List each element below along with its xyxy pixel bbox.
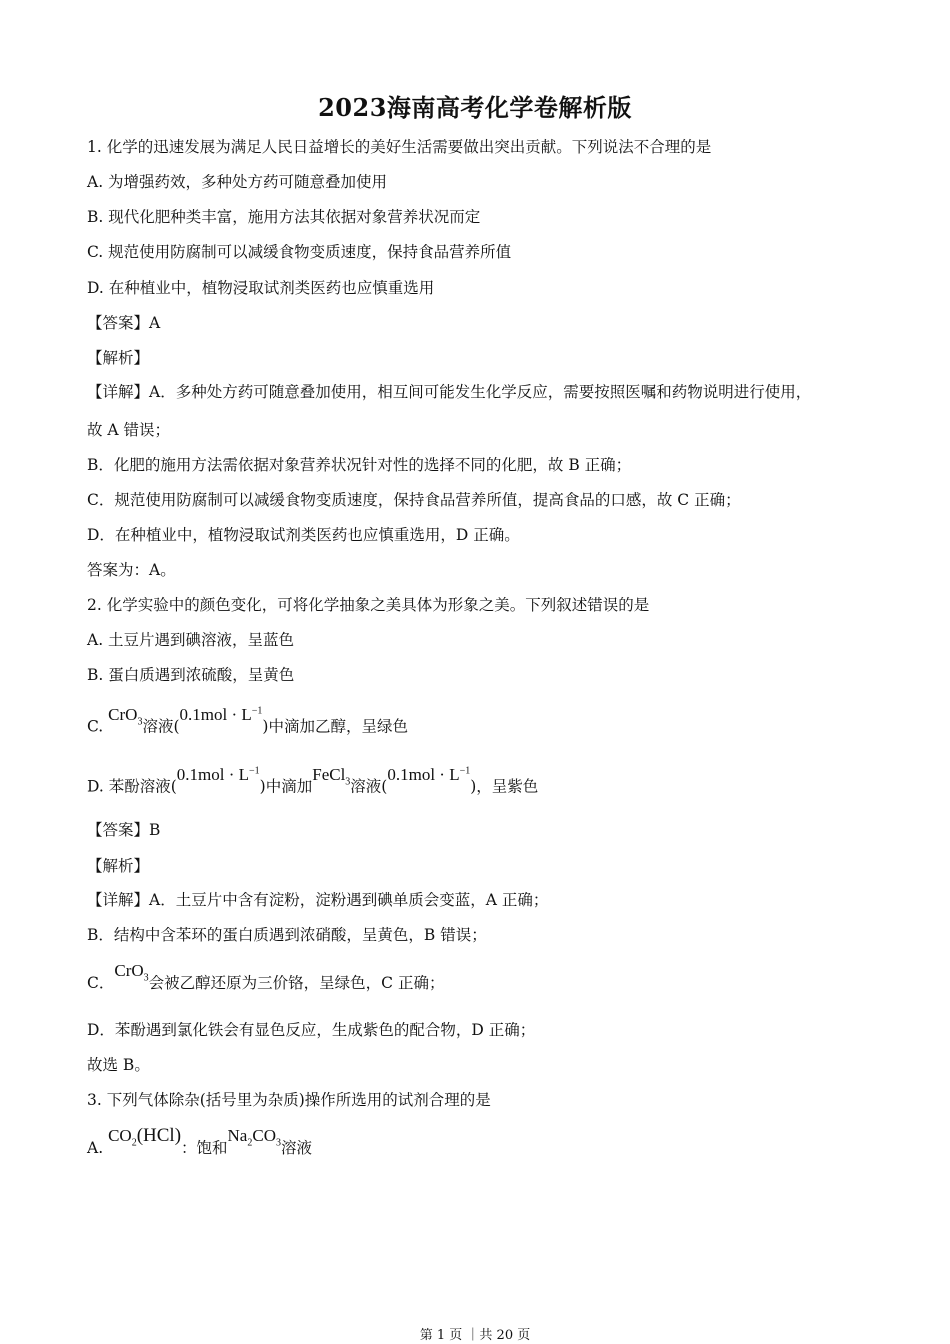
q2-option-c-label: C. xyxy=(87,717,104,736)
concentration-formula: $0.1mol \cdot L^{-1}$ xyxy=(387,764,471,784)
q1-option-d: D. 在种植业中，植物浸取试剂类医药也应慎重选用 xyxy=(87,279,435,297)
q2-detail-c: C．CrO$_3$会被乙醇还原为三价铬，呈绿色，C 正确； xyxy=(87,961,445,992)
q1-analysis-heading: 【解析】 xyxy=(87,349,150,367)
q1-detail-a-cont: 故 A 错误； xyxy=(87,421,171,439)
co2-hcl-formula: $CO_2(HCl)$ xyxy=(108,1125,182,1149)
q1-detail-d: D．在种植业中，植物浸取试剂类医药也应慎重选用，D 正确。 xyxy=(87,526,520,544)
q2-option-a: A. 土豆片遇到碘溶液，呈蓝色 xyxy=(87,631,295,649)
q2-analysis-heading: 【解析】 xyxy=(87,857,150,875)
cro3-formula: CrO$_3$ xyxy=(108,704,143,728)
q2-answer: 【答案】B xyxy=(87,821,161,839)
q1-detail-a: 【详解】A．多种处方药可随意叠加使用，相互间可能发生化学反应，需要按照医嘱和药物说明进行使用， xyxy=(87,383,812,401)
q2-option-d: D. 苯酚溶液$(0.1mol \cdot L^{-1})$中滴加FeCl$_3$溶液$(0.1mol \cdot L^{-1})$，呈紫色 xyxy=(87,764,539,796)
q2-detail-b: B．结构中含苯环的蛋白质遇到浓硝酸，呈黄色，B 错误； xyxy=(87,926,487,944)
q2-stem: 2. 化学实验中的颜色变化，可将化学抽象之美具体为形象之美。下列叙述错误的是 xyxy=(87,596,650,614)
q1-detail-c: C．规范使用防腐制可以减缓食物变质速度，保持食品营养所值，提高食品的口感，故 C 正确； xyxy=(87,491,741,509)
q2-detail-a: 【详解】A．土豆片中含有淀粉，淀粉遇到碘单质会变蓝，A 正确； xyxy=(87,891,549,909)
q2-conclusion: 故选 B。 xyxy=(87,1056,150,1074)
na2co3-formula: $Na_2CO_3$ xyxy=(227,1126,281,1149)
q1-answer: 【答案】A xyxy=(87,314,161,332)
q2-detail-d: D．苯酚遇到氯化铁会有显色反应，生成紫色的配合物，D 正确； xyxy=(87,1021,536,1039)
cro3-formula: CrO$_3$ xyxy=(114,961,149,984)
q1-conclusion: 答案为：A。 xyxy=(87,561,176,579)
q2-option-c: C. CrO$_3$溶液$(0.1mol \cdot L^{-1})$中滴加乙醇，呈绿色 xyxy=(87,704,408,736)
q1-stem: 1. 化学的迅速发展为满足人民日益增长的美好生活需要做出突出贡献。下列说法不合理的是 xyxy=(87,138,712,156)
concentration-formula: $0.1mol \cdot L^{-1}$ xyxy=(179,704,263,724)
concentration-formula: $0.1mol \cdot L^{-1}$ xyxy=(176,764,260,784)
q3-option-a: A. $CO_2(HCl)$：饱和$Na_2CO_3$溶液 xyxy=(87,1125,312,1157)
q1-option-a: A. 为增强药效，多种处方药可随意叠加使用 xyxy=(87,173,388,191)
fecl3-formula: FeCl$_3$ xyxy=(312,764,351,788)
q1-option-c: C. 规范使用防腐制可以减缓食物变质速度，保持食品营养所值 xyxy=(87,243,512,261)
page-footer: 第 1 页 ｜共 20 页 xyxy=(419,1328,531,1343)
q3-stem: 3. 下列气体除杂(括号里为杂质)操作所选用的试剂合理的是 xyxy=(87,1091,491,1109)
q2-option-b: B. 蛋白质遇到浓硫酸，呈黄色 xyxy=(87,666,295,684)
page-title: 2023海南高考化学卷解析版 xyxy=(318,93,632,122)
q1-detail-b: B．化肥的施用方法需依据对象营养状况针对性的选择不同的化肥，故 B 正确； xyxy=(87,456,632,474)
q1-option-b: B. 现代化肥种类丰富，施用方法其依据对象营养状况而定 xyxy=(87,208,481,226)
